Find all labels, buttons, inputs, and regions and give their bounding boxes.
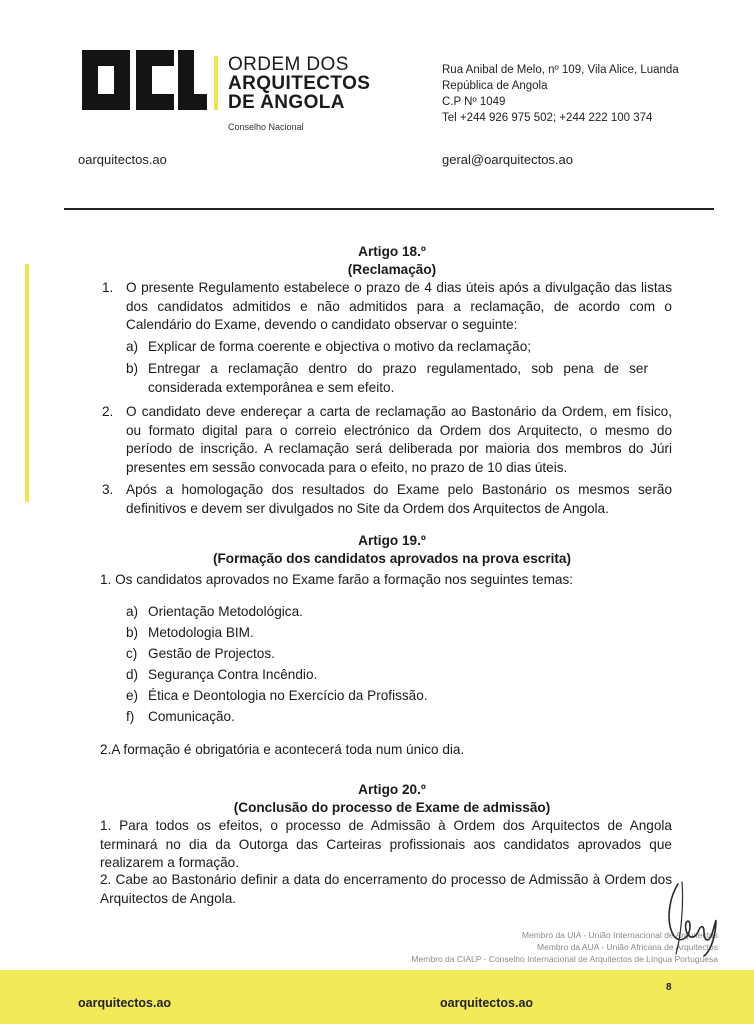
article-18-paragraph-1: O presente Regulamento estabelece o prazo de 4 dias úteis após a divulgação das listas dos candidatos admitidos e não admitidos para a reclamação, de acordo com o Calendário do Exame, devendo o candidato observar o seguinte: [126, 280, 672, 333]
list-item-text: Orientação Metodológica. [148, 604, 303, 619]
article-19-paragraph-1: 1. Os candidatos aprovados no Exame farão a formação nos seguintes temas: [100, 572, 574, 587]
article-19-title [160, 532, 624, 568]
margin-highlight [25, 264, 29, 502]
article-19-paragraph-2: 2.A formação é obrigatória e acontecerá toda num único dia. [100, 742, 465, 757]
signature-icon [660, 880, 730, 960]
subitem-text: Entregar a reclamação dentro do prazo regulamentado, sob pena de ser considerada extemporânea e sem efeito. [148, 361, 648, 395]
list-item-label: d) [126, 667, 139, 683]
org-name-line1: ORDEM DOS [228, 54, 349, 75]
membership-line: Membro da UIA - União Internacional de Arquitectos [521, 930, 718, 940]
footer-website-left[interactable]: oarquitectos.ao [78, 996, 172, 1010]
list-item-text: Segurança Contra Incêndio. [148, 667, 318, 683]
list-item-label: f) [126, 709, 135, 725]
address-line: Rua Anibal de Melo, nº 109, Vila Alice, Luanda [442, 64, 679, 76]
org-subtitle: Conselho Nacional [228, 122, 304, 132]
membership-line: Membro da AUA - União Africana de Arquitectos [537, 942, 718, 952]
subitem-label: b) [126, 361, 139, 376]
article-title: Artigo 20.º [358, 782, 426, 797]
email-link[interactable]: geral@oarquitectos.ao [442, 152, 573, 167]
list-item [126, 666, 546, 685]
article-18-title [200, 243, 584, 279]
logo-divider [214, 56, 218, 110]
org-name [228, 55, 370, 112]
address-line: República de Angola [442, 80, 548, 92]
org-name-line3: DE ANGOLA [228, 92, 345, 113]
list-item-label: a) [126, 604, 139, 619]
article-18-paragraph-2: O candidato deve endereçar a carta de reclamação ao Bastonário da Ordem, em físico, ou formato digital para o correio electrónico da Ordem dos Arquitecto, o mesmo do período de inscrição. A reclamação será deliberada por maioria dos membros do Júri presentes em sessão convocada para o efeito, no prazo de 10 dias úteis. [126, 404, 672, 475]
article-20-title [160, 781, 624, 817]
address-line: Tel +244 926 975 502; +244 222 100 374 [442, 112, 653, 124]
footer-website-center[interactable]: oarquitectos.ao [440, 996, 534, 1010]
address-block [442, 62, 679, 126]
article-subtitle: (Conclusão do processo de Exame de admissão) [233, 800, 551, 815]
oa-logo-icon [82, 50, 207, 110]
list-item-text: Ética e Deontologia no Exercício da Profissão. [148, 688, 428, 704]
address-line: C.P Nº 1049 [442, 96, 506, 108]
list-item [126, 645, 546, 664]
item-number: 1. [102, 280, 114, 295]
article-title: Artigo 18.º [358, 244, 426, 259]
subitem-label: a) [126, 339, 139, 354]
article-subtitle: (Formação dos candidatos aprovados na prova escrita) [212, 551, 572, 566]
header-divider [64, 208, 714, 210]
list-item [126, 603, 546, 622]
list-item [126, 624, 546, 643]
article-subtitle: (Reclamação) [347, 262, 437, 277]
article-20-paragraph-2: 2. Cabe ao Bastonário definir a data do encerramento do processo de Admissão à Ordem dos Arquitectos de Angola. [100, 872, 672, 906]
topics-list [126, 603, 546, 727]
list-item [126, 687, 546, 706]
list-item-text: Metodologia BIM. [148, 625, 254, 641]
item-number: 3. [102, 482, 114, 497]
page-number: 8 [666, 982, 672, 993]
membership-line: Membro da CIALP - Conselho Internacional de Arquitectos de Língua Portuguesa [411, 954, 718, 964]
article-title: Artigo 19.º [358, 533, 426, 548]
list-item-label: e) [126, 688, 139, 704]
article-20-paragraph-1: 1. Para todos os efeitos, o processo de Admissão à Ordem dos Arquitectos de Angola terminará no dia da Outorga das Carteiras profissionais aos candidatos aprovados que realizarem a formação. [100, 818, 672, 871]
item-number: 2. [102, 404, 114, 419]
list-item [126, 708, 546, 727]
article-18-paragraph-3: Após a homologação dos resultados do Exame pelo Bastonário os mesmos serão definitivos e devem ser divulgados no Site da Ordem dos Arquitectos de Angola. [126, 482, 672, 516]
org-name-line2: ARQUITECTOS [228, 73, 371, 94]
list-item-label: b) [126, 625, 139, 641]
website-link[interactable]: oarquitectos.ao [78, 152, 167, 167]
list-item-text: Gestão de Projectos. [148, 646, 275, 662]
list-item-label: c) [126, 646, 138, 662]
subitem-text: Explicar de forma coerente e objectiva o motivo da reclamação; [148, 339, 532, 354]
list-item-text: Comunicação. [148, 709, 235, 725]
